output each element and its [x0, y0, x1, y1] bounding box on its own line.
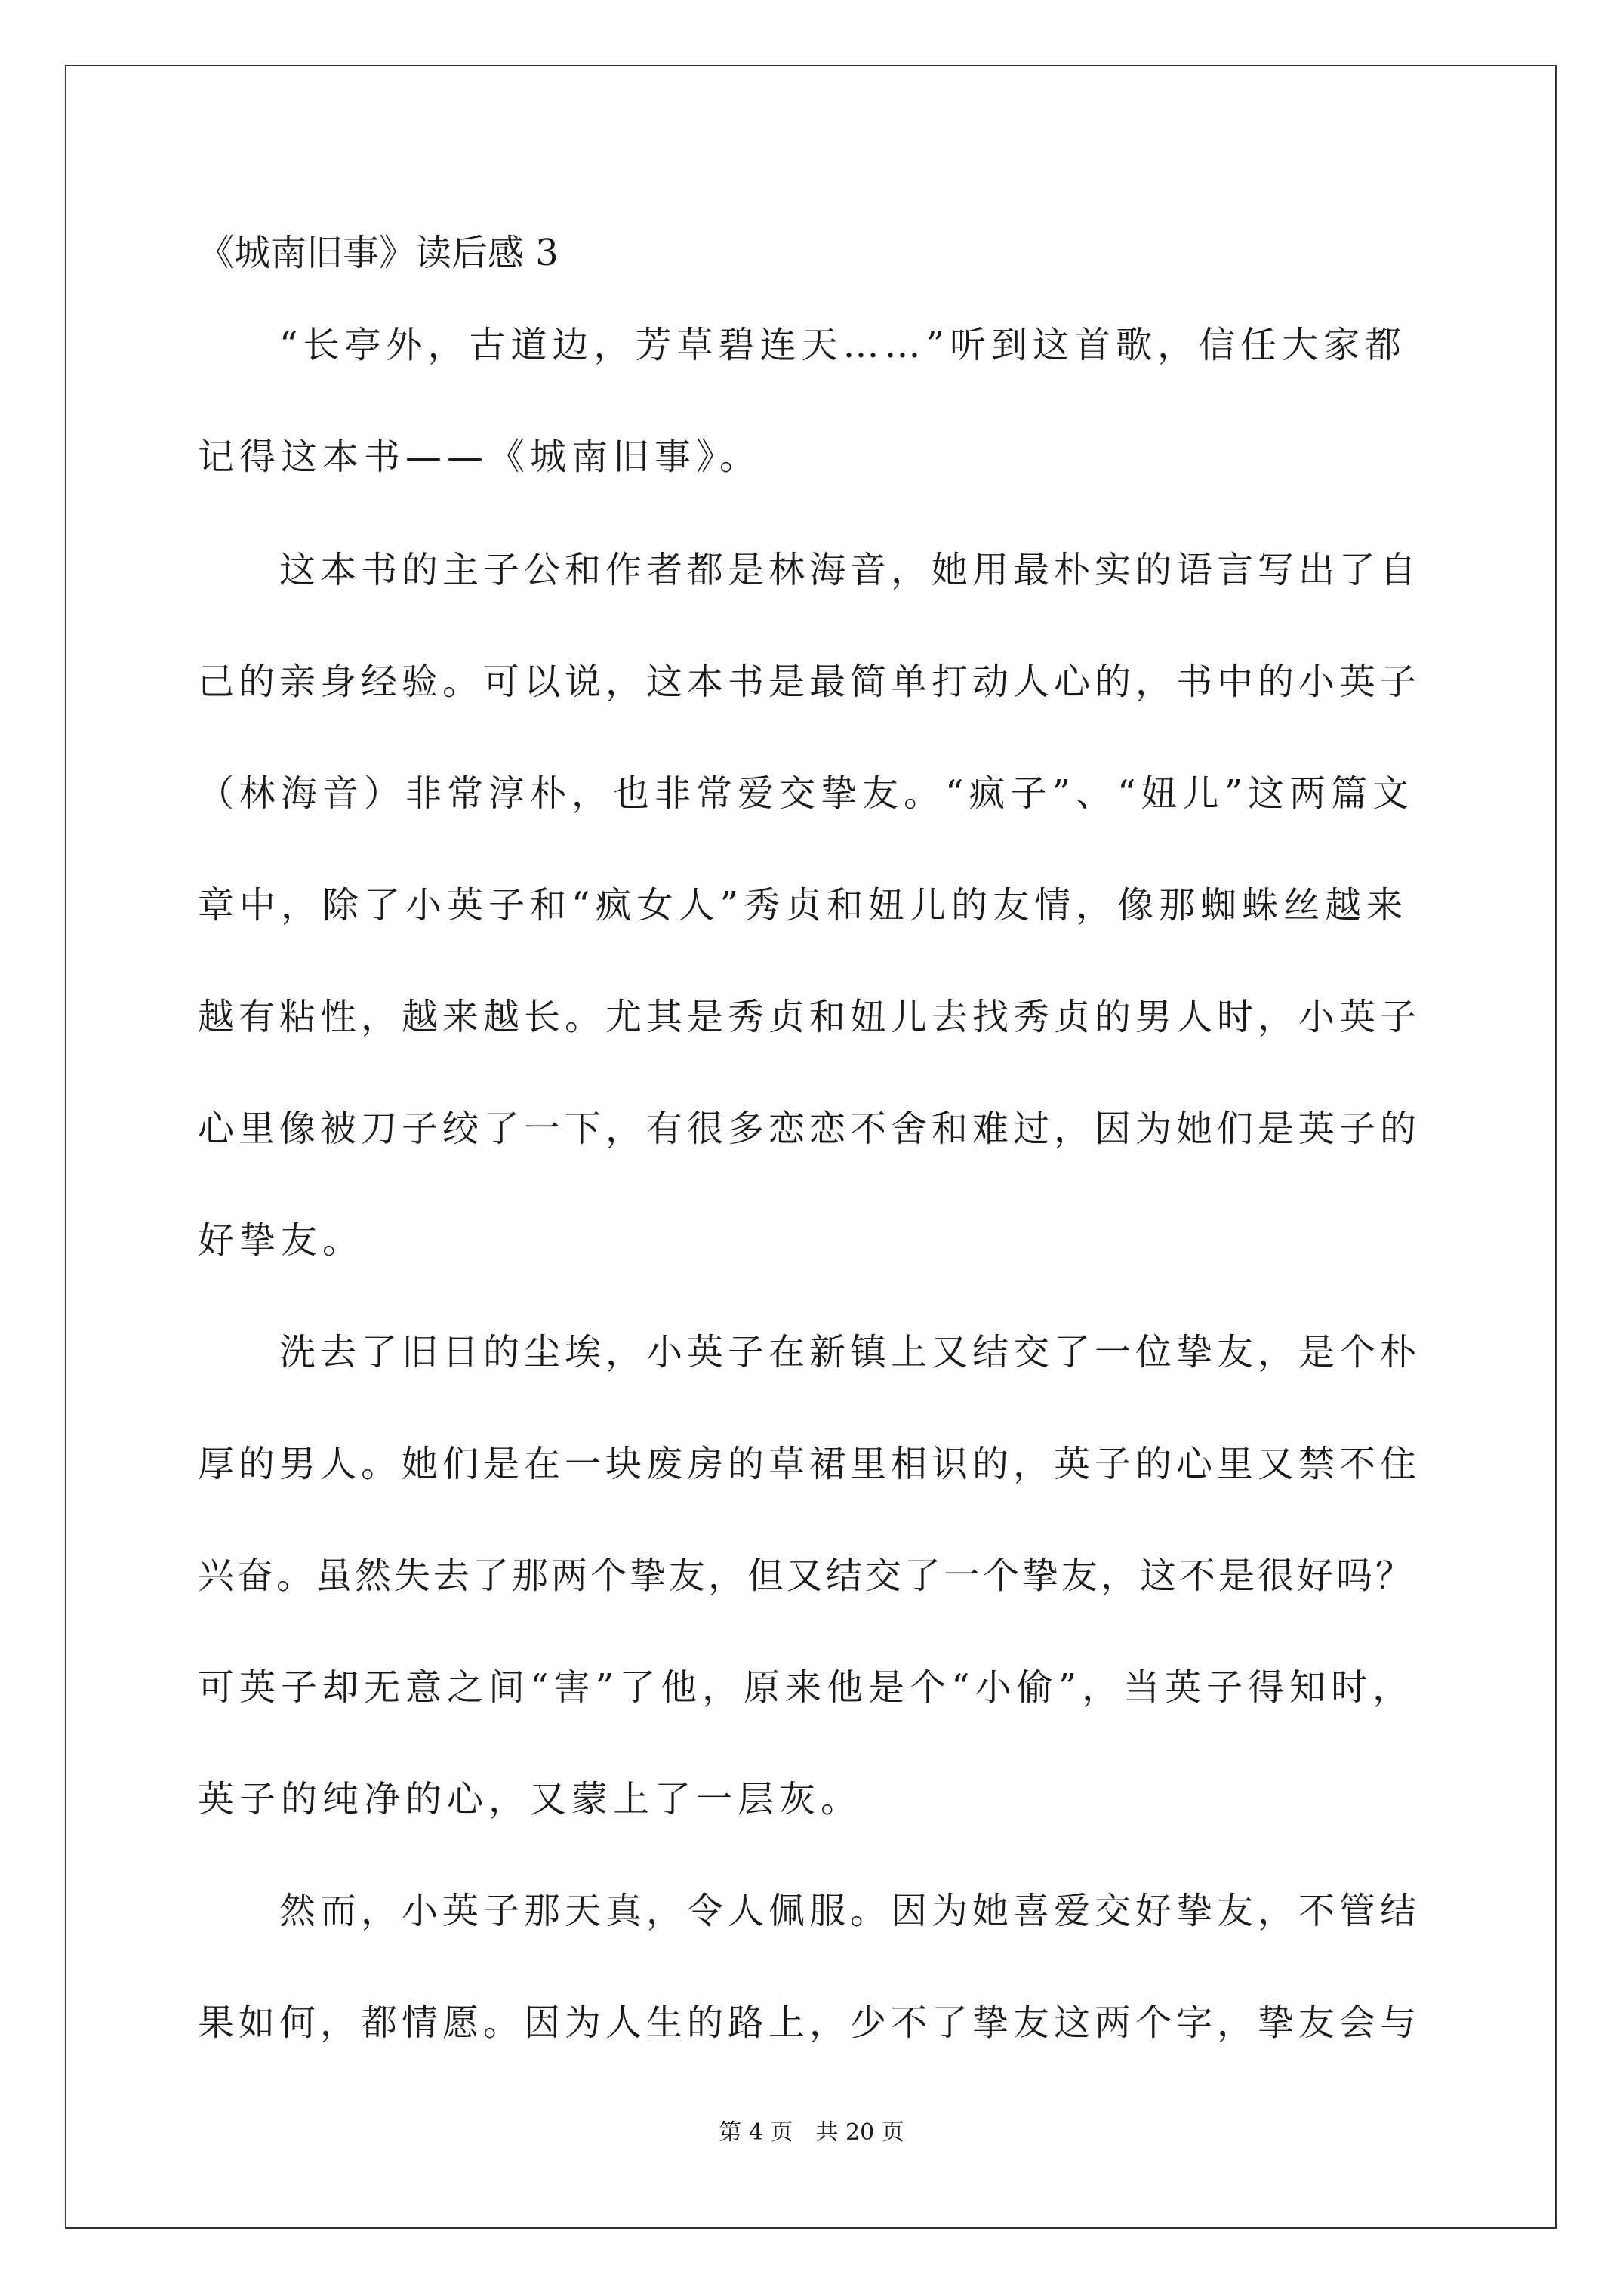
paragraph-2-line-7: 好挚友。	[198, 1219, 365, 1262]
paragraph-1-line-2: 记得这本书——《城南旧事》。	[198, 436, 762, 478]
page-number-footer: 第 4 页 共 20 页	[719, 2119, 904, 2146]
paragraph-2-line-2: 己的亲身经验。可以说，这本书是最简单打动人心的，书中的小英子	[198, 661, 1421, 703]
document-title: 《城南旧事》读后感 3	[198, 232, 559, 274]
paragraph-3-line-5: 英子的纯净的心，又蒙上了一层灰。	[198, 1778, 863, 1820]
paragraph-2-line-3: （林海音）非常淳朴，也非常爱交挚友。“疯子”、“妞儿”这两篇文	[198, 772, 1415, 815]
paragraph-2-line-6: 心里像被刀子绞了一下，有很多恋恋不舍和难过，因为她们是英子的	[198, 1108, 1421, 1150]
paragraph-2-line-5: 越有粘性，越来越长。尤其是秀贞和妞儿去找秀贞的男人时，小英子	[198, 996, 1421, 1038]
paragraph-1-line-1: “长亭外，古道边，芳草碧连天……”听到这首歌，信任大家都	[279, 324, 1407, 366]
paragraph-4-line-1: 然而，小英子那天真，令人佩服。因为她喜爱交好挚友，不管结	[279, 1890, 1421, 1932]
paragraph-2-line-4: 章中，除了小英子和“疯女人”秀贞和妞儿的友情，像那蜘蛛丝越来	[198, 884, 1409, 926]
paragraph-3-line-3: 兴奋。虽然失去了那两个挚友，但又结交了一个挚友，这不是很好吗？	[198, 1555, 1415, 1597]
paragraph-3-line-1: 洗去了旧日的尘埃，小英子在新镇上又结交了一位挚友，是个朴	[279, 1331, 1421, 1373]
paragraph-2-line-1: 这本书的主子公和作者都是林海音，她用最朴实的语言写出了自	[279, 549, 1421, 591]
paragraph-4-line-2: 果如何，都情愿。因为人生的路上，少不了挚友这两个字，挚友会与	[198, 2002, 1421, 2044]
paragraph-3-line-4: 可英子却无意之间“害”了他，原来他是个“小偷”，当英子得知时，	[198, 1666, 1415, 1709]
paragraph-3-line-2: 厚的男人。她们是在一块废房的草裙里相识的，英子的心里又禁不住	[198, 1443, 1421, 1485]
